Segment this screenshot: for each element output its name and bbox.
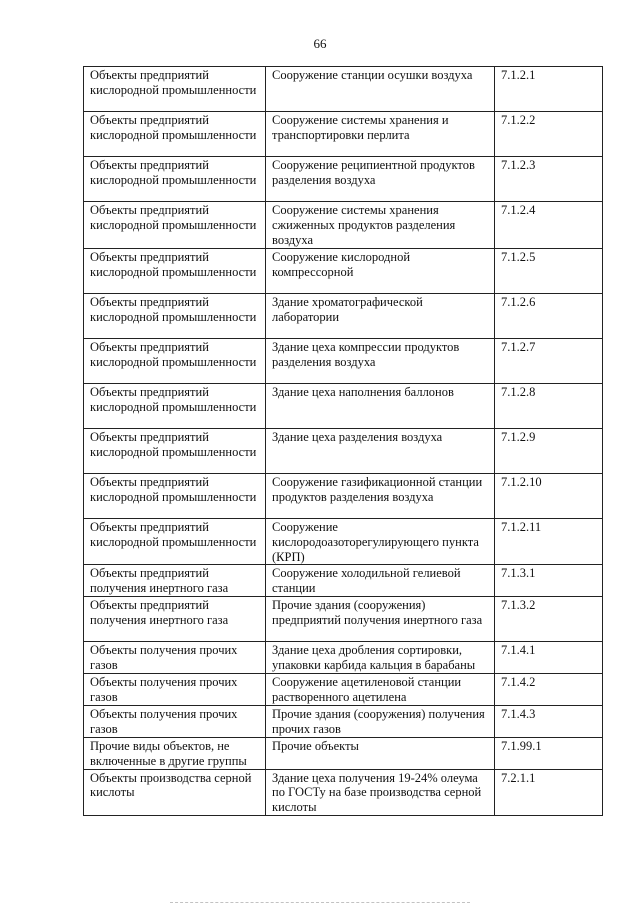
- table-row: [84, 202, 603, 249]
- object-name-cell: Сооружение кислородоазоторегулирующего пункта (КРП): [266, 518, 495, 565]
- table-row: [84, 112, 603, 157]
- table-row: [84, 674, 603, 706]
- object-code-cell: 7.1.2.8: [495, 383, 603, 428]
- object-code-cell: 7.1.3.2: [495, 597, 603, 642]
- object-name-cell: Сооружение кислородной компрессорной: [266, 248, 495, 293]
- object-group-cell: Объекты предприятий кислородной промышленности: [84, 383, 266, 428]
- object-code-cell: 7.1.2.2: [495, 112, 603, 157]
- object-group-cell: Объекты предприятий кислородной промышленности: [84, 202, 266, 249]
- object-group-cell: Прочие виды объектов, не включенные в другие группы: [84, 737, 266, 769]
- object-name-cell: Здание цеха компрессии продуктов разделения воздуха: [266, 338, 495, 383]
- object-name-cell: Сооружение ацетиленовой станции растворенного ацетилена: [266, 674, 495, 706]
- object-code-cell: 7.1.2.7: [495, 338, 603, 383]
- page-number: 66: [313, 36, 327, 51]
- table-row: [84, 737, 603, 769]
- table-row: [84, 705, 603, 737]
- object-code-cell: 7.1.2.5: [495, 248, 603, 293]
- object-name-cell: Сооружение холодильной гелиевой станции: [266, 565, 495, 597]
- object-code-cell: 7.1.3.1: [495, 565, 603, 597]
- table-row: [84, 642, 603, 674]
- object-code-cell: 7.1.2.4: [495, 202, 603, 249]
- object-code-cell: 7.1.2.3: [495, 157, 603, 202]
- table-row: [84, 597, 603, 642]
- object-code-cell: 7.2.1.1: [495, 769, 603, 816]
- object-group-cell: Объекты предприятий кислородной промышленности: [84, 518, 266, 565]
- object-classification-table: [83, 66, 603, 816]
- object-group-cell: Объекты предприятий кислородной промышленности: [84, 67, 266, 112]
- object-name-cell: Здание цеха получения 19-24% олеума по ГОСТу на базе производства серной кислоты: [266, 769, 495, 816]
- object-group-cell: Объекты предприятий кислородной промышленности: [84, 112, 266, 157]
- object-name-cell: Сооружение реципиентной продуктов разделения воздуха: [266, 157, 495, 202]
- table-row: [84, 248, 603, 293]
- object-name-cell: Здание цеха разделения воздуха: [266, 428, 495, 473]
- table-row: [84, 157, 603, 202]
- object-name-cell: Здание цеха наполнения баллонов: [266, 383, 495, 428]
- table-row: [84, 293, 603, 338]
- object-name-cell: Прочие объекты: [266, 737, 495, 769]
- object-group-cell: Объекты получения прочих газов: [84, 642, 266, 674]
- table-row: [84, 67, 603, 112]
- object-group-cell: Объекты получения прочих газов: [84, 674, 266, 706]
- object-name-cell: Сооружение газификационной станции продуктов разделения воздуха: [266, 473, 495, 518]
- object-code-cell: 7.1.2.11: [495, 518, 603, 565]
- table-row: [84, 769, 603, 816]
- object-code-cell: 7.1.4.2: [495, 674, 603, 706]
- object-code-cell: 7.1.2.10: [495, 473, 603, 518]
- object-code-cell: 7.1.99.1: [495, 737, 603, 769]
- object-group-cell: Объекты предприятий получения инертного газа: [84, 597, 266, 642]
- object-group-cell: Объекты предприятий кислородной промышленности: [84, 248, 266, 293]
- scan-footer-marks: [170, 899, 470, 903]
- object-group-cell: Объекты производства серной кислоты: [84, 769, 266, 816]
- object-group-cell: Объекты предприятий кислородной промышленности: [84, 157, 266, 202]
- object-code-cell: 7.1.4.3: [495, 705, 603, 737]
- object-name-cell: Сооружение станции осушки воздуха: [266, 67, 495, 112]
- table-row: [84, 383, 603, 428]
- object-code-cell: 7.1.4.1: [495, 642, 603, 674]
- table-row: [84, 565, 603, 597]
- object-group-cell: Объекты предприятий кислородной промышленности: [84, 338, 266, 383]
- object-code-cell: 7.1.2.1: [495, 67, 603, 112]
- object-name-cell: Здание хроматографической лаборатории: [266, 293, 495, 338]
- object-name-cell: Сооружение системы хранения сжиженных продуктов разделения воздуха: [266, 202, 495, 249]
- object-name-cell: Здание цеха дробления сортировки, упаковки карбида кальция в барабаны: [266, 642, 495, 674]
- object-code-cell: 7.1.2.9: [495, 428, 603, 473]
- object-group-cell: Объекты предприятий кислородной промышленности: [84, 473, 266, 518]
- table-row: [84, 518, 603, 565]
- object-name-cell: Сооружение системы хранения и транспортировки перлита: [266, 112, 495, 157]
- object-group-cell: Объекты предприятий получения инертного газа: [84, 565, 266, 597]
- object-group-cell: Объекты предприятий кислородной промышленности: [84, 293, 266, 338]
- table-row: [84, 473, 603, 518]
- table-row: [84, 428, 603, 473]
- object-code-cell: 7.1.2.6: [495, 293, 603, 338]
- table-row: [84, 338, 603, 383]
- object-name-cell: Прочие здания (сооружения) получения прочих газов: [266, 705, 495, 737]
- object-group-cell: Объекты предприятий кислородной промышленности: [84, 428, 266, 473]
- object-name-cell: Прочие здания (сооружения) предприятий получения инертного газа: [266, 597, 495, 642]
- object-group-cell: Объекты получения прочих газов: [84, 705, 266, 737]
